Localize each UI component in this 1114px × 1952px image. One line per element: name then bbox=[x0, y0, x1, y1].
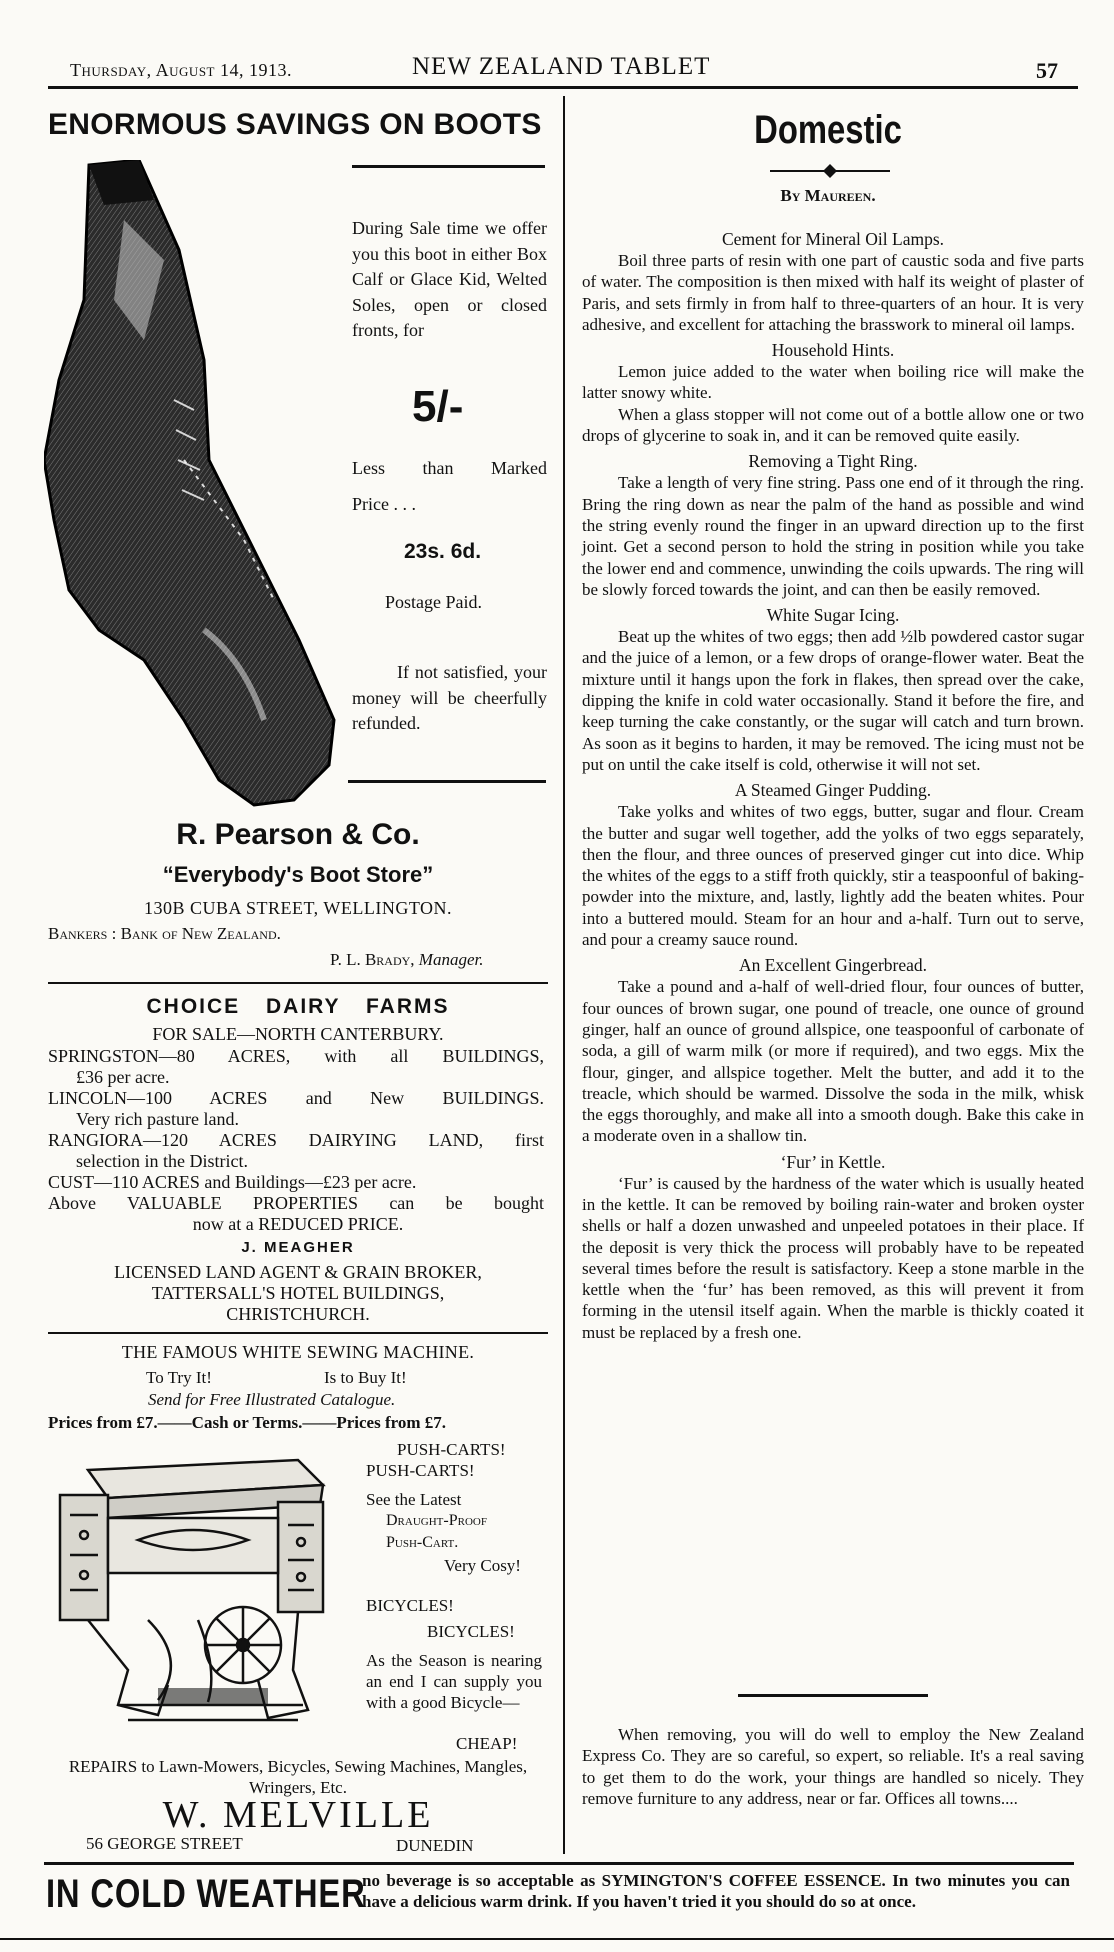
dairy-line-1: SPRINGSTON—80 ACRES, with all BUILDINGS, bbox=[48, 1046, 544, 1066]
season-text: As the Season is nearing an end I can supply you with a good Bicycle— bbox=[366, 1651, 542, 1712]
dairy-line-6: selection in the District. bbox=[76, 1151, 248, 1171]
push-cart: Push-Cart. bbox=[386, 1534, 459, 1551]
article-heading: White Sugar Icing. bbox=[766, 605, 900, 626]
postage-paid: Postage Paid. bbox=[385, 592, 482, 612]
dairy-headline: CHOICE DAIRY FARMS bbox=[146, 995, 450, 1018]
boots-rule-bottom bbox=[348, 780, 546, 783]
agent-line-2: TATTERSALL'S HOTEL BUILDINGS, bbox=[151, 1283, 445, 1303]
boot-illustration bbox=[44, 160, 344, 810]
title-ornament bbox=[770, 164, 890, 178]
column-divider bbox=[563, 96, 565, 1854]
article-paragraph: ‘Fur’ is caused by the hardness of the water which is usually heated in the kettle. It can be removed by boiling rain-water and broken oyster shells or half a dozen unwashed and unpeeled potatoes in their place. If the deposit is very thick the process will probably have to be repeated several times before the result is satisfactory. Keep a stone marble in the kettle when the ‘fur’ has been removed, as this will prevent it from forming in the utensil itself again. When the marble is thickly coated it must be replaced by a fresh one. bbox=[582, 1173, 1084, 1342]
dairy-line-3: LINCOLN—100 ACRES and New BUILDINGS. bbox=[48, 1088, 544, 1108]
company-address: 130B CUBA STREET, WELLINGTON. bbox=[144, 898, 452, 918]
push-carts-2: PUSH-CARTS! bbox=[366, 1461, 475, 1480]
dairy-line-7: CUST—110 ACRES and Buildings—£23 per acre. bbox=[48, 1172, 417, 1192]
dairy-line-9: now at a REDUCED PRICE. bbox=[192, 1214, 404, 1234]
article-paragraph: Take yolks and whites of two eggs, butter, sugar and flour. Cream the butter and sugar well together, add the yolks of two eggs separately, then the flour, and three ounces of preserved ginger cut into dice. Whip the whites of the eggs to a stiff froth quickly, stir a teaspoonful of baking-powder into the mixture, and, lastly, lightly add the beaten whites. Pour into a buttered mould. Steam for an hour and a-half. Turn out to serve, and pour a creamy sauce round. bbox=[582, 802, 1084, 950]
marked-price: 23s. 6d. bbox=[404, 540, 482, 563]
see-latest: See the Latest bbox=[366, 1490, 462, 1509]
page-number: 57 bbox=[1036, 58, 1058, 83]
article-heading: Removing a Tight Ring. bbox=[748, 451, 918, 472]
agent-line-3: CHRISTCHURCH. bbox=[226, 1304, 370, 1324]
footer-rule-bottom bbox=[0, 1938, 1114, 1940]
boots-less-line1: Less than Marked bbox=[352, 458, 547, 478]
agent-line-1: LICENSED LAND AGENT & GRAIN BROKER, bbox=[114, 1262, 482, 1282]
dairy-line-8: Above VALUABLE PROPERTIES can be bought bbox=[48, 1193, 544, 1213]
dairy-line-4: Very rich pasture land. bbox=[76, 1109, 239, 1129]
article-heading: ‘Fur’ in Kettle. bbox=[780, 1151, 886, 1172]
article-paragraph: Take a pound and a-half of well-dried flour, four ounces of butter, four ounces of brown sugar, one pound of treacle, one ounce of ground ginger, half an ounce of ground allspice, one teaspoonful of carbonate of soda, a gill of warm milk (or more if required), and two eggs. Mix the flour, ginger, and allspice together. Melt the butter, and add it to the treacle, which should be warmed. Dissolve the soda in the milk, whisk the eggs thoroughly, and make all into a smooth dough. Bake this cake in a moderate oven in a shallow tin. bbox=[582, 977, 1084, 1146]
express-notice: When removing, you will do well to employ the New Zealand Express Co. They are so careful, so expert, so reliable. It's a real saving to get them to do the work, your things are handled so nicely. They remove furniture to any address, near or far. Offices all towns.... bbox=[582, 1725, 1084, 1808]
boots-price: 5/- bbox=[412, 382, 464, 431]
dairy-ad-separator bbox=[48, 1332, 548, 1334]
publication-title: NEW ZEALAND TABLET bbox=[412, 53, 711, 80]
buy-it: Is to Buy It! bbox=[324, 1368, 407, 1387]
merchant-street: 56 GEORGE STREET bbox=[86, 1834, 243, 1853]
domestic-end-rule bbox=[738, 1694, 928, 1697]
footer-text: no beverage is so acceptable as SYMINGTON'S COFFEE ESSENCE. In two minutes you can have a delicious warm drink. If you haven't tried it you should do so at once. bbox=[362, 1871, 1070, 1911]
catalogue-offer: Send for Free Illustrated Catalogue. bbox=[148, 1390, 396, 1409]
dairy-line-5: RANGIORA—120 ACRES DAIRYING LAND, first bbox=[48, 1130, 544, 1150]
article-paragraph: Beat up the whites of two eggs; then add ½lb powdered castor sugar and the juice of a lemon, or a few drops of orange-flower water. Beat the mixture until it hangs upon the fork in flakes, then spread over the cake, dipping the knife in cold water occasionally. Stand it before the fire, and keep turning the cake constantly, or the sugar will catch and turn brown. As soon as it begins to harden, it may be removed. The icing must not be put on until the cake itself is cold, otherwise it will not set. bbox=[582, 627, 1084, 774]
manager-line bbox=[330, 950, 484, 970]
manager-name: P. L. Brady, bbox=[330, 950, 415, 969]
bicycles-1: BICYCLES! bbox=[366, 1596, 454, 1615]
manager-title: Manager. bbox=[418, 950, 484, 969]
footer-rule-top bbox=[44, 1862, 1074, 1865]
price-line: Prices from £7.——Cash or Terms.——Prices from £7. bbox=[48, 1413, 447, 1432]
dairy-subhead: FOR SALE—NORTH CANTERBURY. bbox=[152, 1024, 444, 1044]
boots-body: During Sale time we offer you this boot in either Box Calf or Glace Kid, Welted Soles, open or closed fronts, for bbox=[352, 218, 547, 340]
merchant-city: DUNEDIN bbox=[396, 1836, 474, 1855]
very-cosy: Very Cosy! bbox=[444, 1556, 521, 1575]
article-paragraph: When a glass stopper will not come out of a bottle allow one or two drops of glycerine to soak in, and it can be removed quite easily. bbox=[582, 404, 1084, 446]
article-heading: Household Hints. bbox=[771, 340, 895, 361]
try-it: To Try It! bbox=[146, 1368, 212, 1387]
article-paragraph: Lemon juice added to the water when boiling rice will make the latter snowy white. bbox=[582, 362, 1084, 403]
domestic-articles bbox=[582, 228, 1084, 1343]
sewing-headline: THE FAMOUS WHITE SEWING MACHINE. bbox=[121, 1342, 475, 1362]
guarantee-text: If not satisfied, your money will be cheerfully refunded. bbox=[352, 662, 547, 733]
header-rule bbox=[48, 86, 1078, 89]
company-name: R. Pearson & Co. bbox=[176, 818, 420, 851]
article-heading: Cement for Mineral Oil Lamps. bbox=[721, 229, 945, 249]
boots-rule-top bbox=[352, 165, 545, 168]
agent-name: J. MEAGHER bbox=[241, 1239, 355, 1256]
boots-less-line2: Price . . . bbox=[352, 494, 416, 514]
footer-headline: IN COLD WEATHER bbox=[46, 1872, 366, 1916]
merchant-name: W. MELVILLE bbox=[162, 1794, 434, 1836]
byline: By Maureen. bbox=[780, 186, 876, 205]
article-paragraph: Boil three parts of resin with one part of caustic soda and five parts of water. The composition is then mixed with half its weight of plaster of Paris, and sets firmly in from half to three-quarters of an hour. It is very adhesive, and excellent for attaching the brasswork to mineral oil lamps. bbox=[582, 251, 1084, 334]
bankers-line: Bankers : Bank of New Zealand. bbox=[48, 924, 281, 943]
push-carts-1: PUSH-CARTS! bbox=[397, 1440, 506, 1459]
company-slogan: “Everybody's Boot Store” bbox=[162, 862, 434, 887]
issue-date: Thursday, August 14, 1913. bbox=[70, 60, 292, 80]
dairy-line-2: £36 per acre. bbox=[76, 1067, 170, 1087]
bicycles-2: BICYCLES! bbox=[427, 1622, 515, 1641]
boots-headline: ENORMOUS SAVINGS ON BOOTS bbox=[48, 108, 542, 141]
article-heading: An Excellent Gingerbread. bbox=[738, 955, 928, 976]
cheap: CHEAP! bbox=[456, 1734, 518, 1753]
repairs-text: REPAIRS to Lawn-Mowers, Bicycles, Sewing Machines, Mangles, Wringers, Etc. bbox=[68, 1757, 528, 1797]
sewing-machine-illustration bbox=[48, 1440, 348, 1740]
article-heading: A Steamed Ginger Pudding. bbox=[734, 780, 932, 801]
boots-ad-separator bbox=[48, 982, 548, 984]
domestic-title: Domestic bbox=[754, 108, 902, 152]
article-paragraph: Take a length of very fine string. Pass one end of it through the ring. Bring the ring down as near the palm of the hand as possible and wind the string evenly round the finger in an upward direction up to the first joint. Get a second person to hold the string in position while you take the lower end and commence, unwinding the coils upwards. The ring will be slowly forced towards the joint, and can then be easily removed. bbox=[582, 473, 1084, 599]
draught-proof: Draught-Proof bbox=[386, 1512, 487, 1529]
